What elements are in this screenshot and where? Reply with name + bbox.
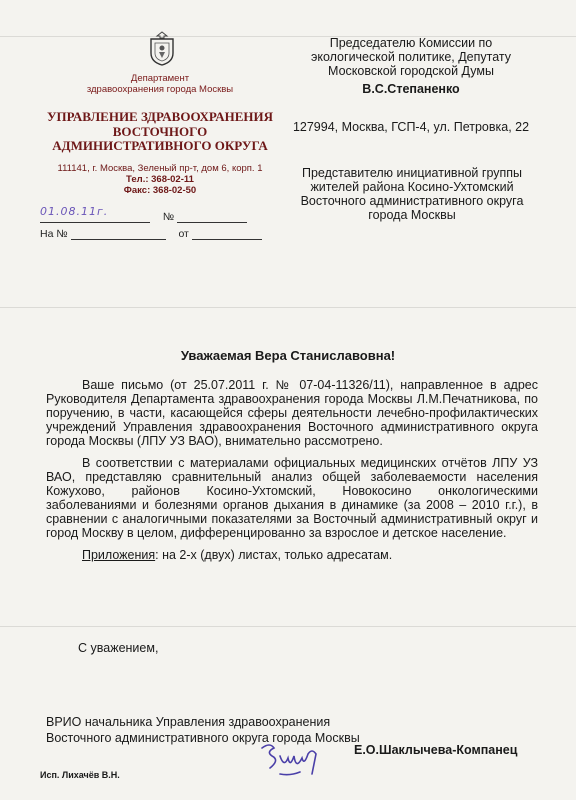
- department-name: [60, 73, 260, 95]
- incoming-number-label: На №: [40, 228, 68, 240]
- sender-address: 111141, г. Москва, Зеленый пр-т, дом 6, корп. 1: [57, 163, 263, 174]
- attachment-label: Приложения: [82, 548, 156, 562]
- addressee-address: 127994, Москва, ГСП-4, ул. Петровка, 22: [292, 120, 530, 134]
- closing-phrase: С уважением,: [78, 641, 159, 655]
- addressee-line: города Москвы: [368, 208, 456, 222]
- incoming-ref-row: [40, 228, 262, 240]
- letter-body: [46, 378, 538, 570]
- incoming-date-label: от: [178, 228, 189, 240]
- addressee-line: Председателю Комиссии по: [329, 36, 493, 50]
- sender-phone: Тел.: 368-02-11: [126, 174, 194, 185]
- attachment-paragraph: [46, 548, 538, 562]
- signer-title-line: Восточного административного округа города Москвы: [46, 731, 360, 745]
- addressee-line: Представителю инициативной группы: [301, 166, 523, 180]
- sender-fax: Факс: 368-02-50: [123, 185, 197, 196]
- sender-contacts: [40, 163, 280, 196]
- incoming-number-line: [71, 229, 166, 240]
- addressee-name: В.С.Степаненко: [362, 82, 460, 96]
- fold-line: [0, 626, 576, 627]
- attachment-text: : на 2-х (двух) листах, только адресатам.: [155, 548, 393, 562]
- organization-name: [40, 110, 280, 154]
- number-line: [177, 212, 247, 223]
- signer-title-line: ВРИО начальника Управления здравоохранения: [46, 715, 331, 729]
- outgoing-ref-row: [40, 211, 247, 223]
- organization-line: ВОСТОЧНОГО: [112, 123, 208, 139]
- body-paragraph: В соответствии с материалами официальных медицинских отчётов ЛПУ УЗ ВАО, представляю сравнительный анализ общей заболеваемости населения Кожухово, районов Косино-Ухтомский, Новокосино онкологическими заболеваниями и болезнями органов дыхания в динамике (за 2008 – 2010 г.г.), в сравнении с аналогичными показателями за Восточный административный округ и город Москву в целом, дифференцированно за взрослое и детское население.: [46, 456, 538, 540]
- incoming-date-line: [192, 229, 262, 240]
- moscow-coat-of-arms-icon: [147, 29, 177, 67]
- body-paragraph: Ваше письмо (от 25.07.2011 г. № 07-04-11326/11), направленное в адрес Руководителя Департамента здравоохранения города Москвы Л.М.Печатникова, по поручению, в части, касающейся сферы деятельности лечебно-профилактических учреждений Управления здравоохранения Восточного административного округа города Москвы (ЛПУ УЗ ВАО), внимательно рассмотрено.: [46, 378, 538, 448]
- addressee-line: экологической политике, Депутату: [310, 50, 512, 64]
- handwritten-signature-icon: [250, 738, 340, 778]
- addressee-line: Московской городской Думы: [328, 64, 494, 78]
- number-label: №: [162, 211, 175, 223]
- executor-note: Исп. Лихачёв В.Н.: [40, 770, 120, 780]
- department-line: здравоохранения города Москвы: [86, 84, 234, 95]
- fold-line: [0, 307, 576, 308]
- addressee-block: [286, 36, 536, 96]
- addressee-line: Восточного административного округа: [300, 194, 524, 208]
- organization-line: АДМИНИСТРАТИВНОГО ОКРУГА: [52, 138, 268, 153]
- salutation: Уважаемая Вера Станиславовна!: [180, 348, 396, 363]
- date-line: [40, 212, 150, 223]
- addressee-line: жителей района Косино-Ухтомский: [310, 180, 514, 194]
- department-line: Департамент: [130, 73, 190, 84]
- second-addressee-block: [282, 166, 542, 222]
- handwritten-date: 01.08.11г.: [40, 205, 109, 218]
- organization-line: УПРАВЛЕНИЕ ЗДРАВООХРАНЕНИЯ: [46, 109, 273, 124]
- signer-name: Е.О.Шаклычева-Компанец: [354, 743, 518, 757]
